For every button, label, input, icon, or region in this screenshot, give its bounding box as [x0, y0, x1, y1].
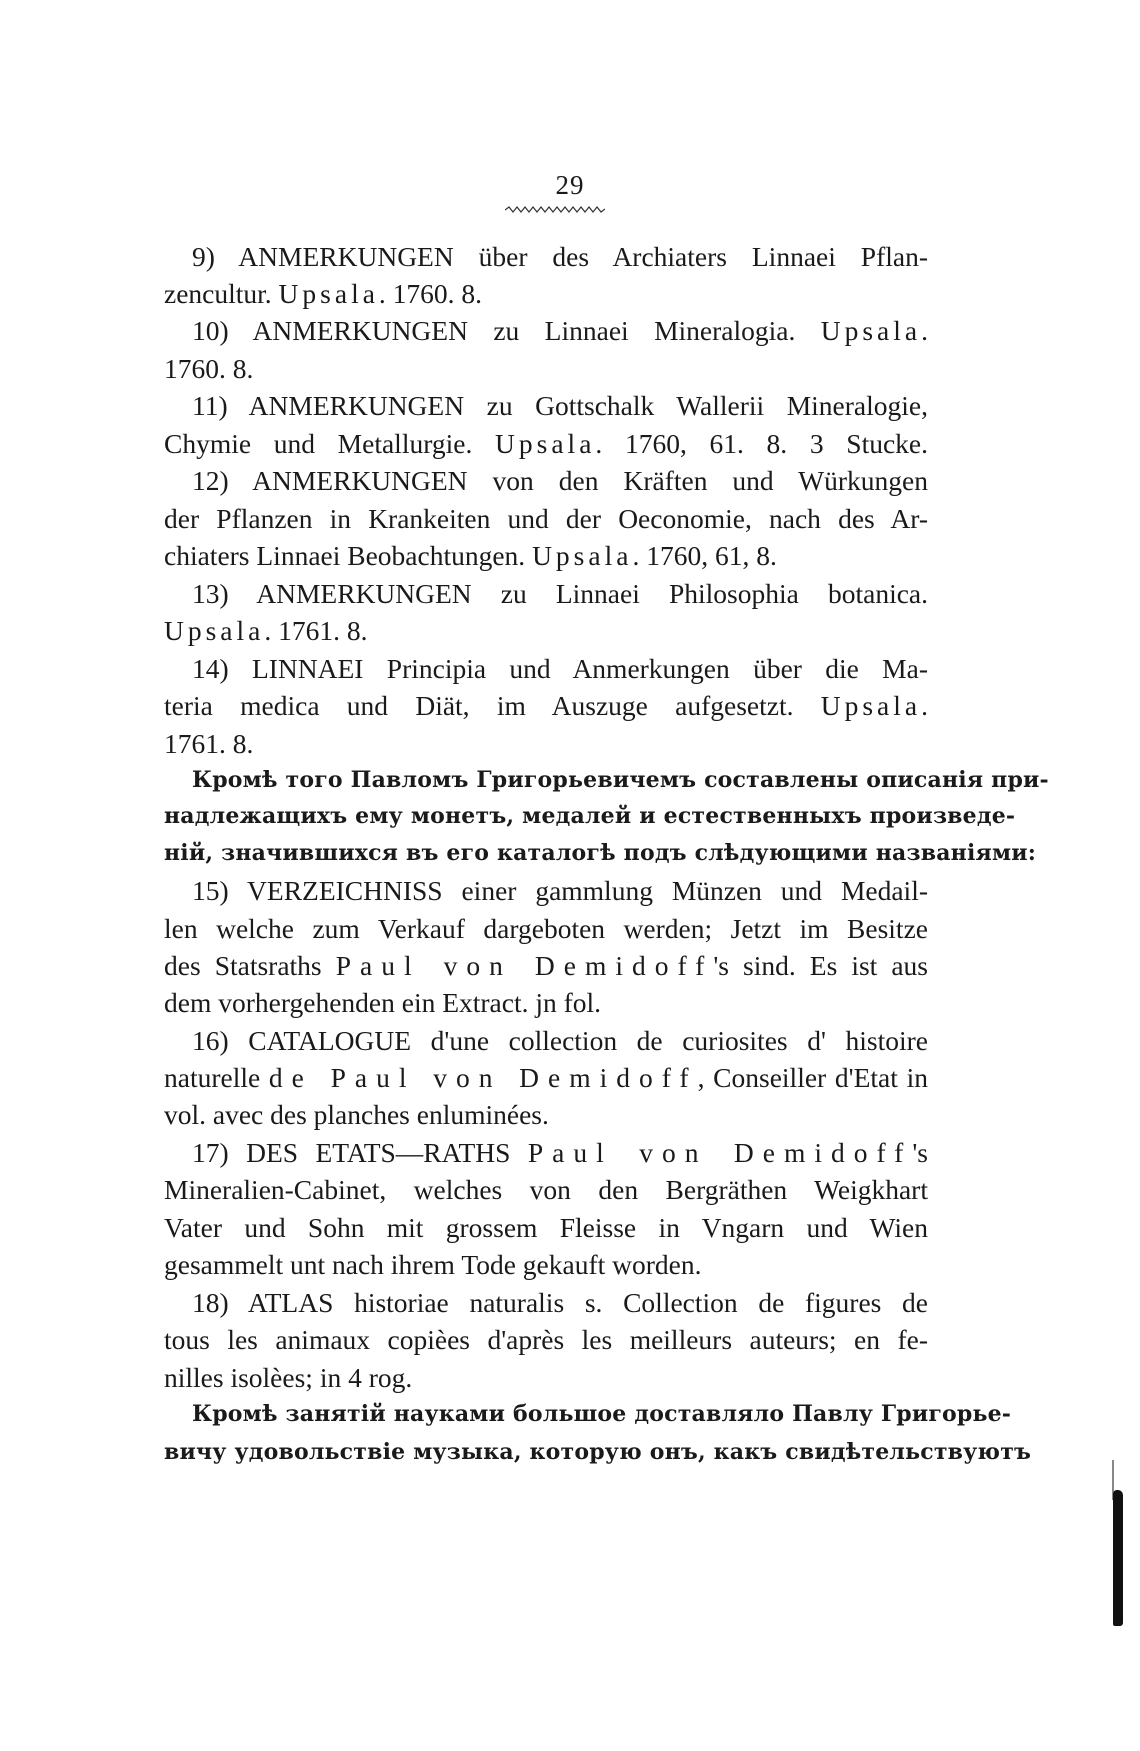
- page-number: 29: [555, 170, 585, 200]
- text-line: tous les animaux copièes d'après les meilleurs auteurs; en fe-: [164, 1324, 928, 1355]
- text-line: ній, значившихся въ его каталогѣ подъ слѣдующими названіями:: [164, 840, 1037, 866]
- text-line: 9) ANMERKUNGEN über des Archiaters Linnaei Pflan-: [192, 241, 928, 272]
- text-line: 11) ANMERKUNGEN zu Gottschalk Wallerii Mineralogie,: [192, 390, 928, 421]
- text-line: надлежащихъ ему монетъ, медалей и естественныхъ произведе-: [164, 803, 1016, 829]
- text-line: der Pflanzen in Krankeiten und der Oeconomie, nach des Ar-: [164, 503, 928, 534]
- text-line: Mineralien-Cabinet, welches von den Bergräthen Weigkhart: [164, 1174, 928, 1205]
- text-line: teria medica und Diät, im Auszuge aufgesetzt. Upsala.: [164, 690, 928, 721]
- text-line: 15) VERZEICHNISS einer gammlung Münzen und Medail-: [192, 875, 928, 906]
- text-line: 18) ATLAS historiae naturalis s. Collection de figures de: [192, 1287, 928, 1318]
- scan-margin-mark: [1113, 1490, 1123, 1626]
- text-line: Vater und Sohn mit grossem Fleisse in Vngarn und Wien: [164, 1212, 928, 1243]
- text-line: 13) ANMERKUNGEN zu Linnaei Philosophia botanica.: [192, 578, 928, 609]
- text-line: 14) LINNAEI Principia und Anmerkungen über die Ma-: [192, 653, 928, 684]
- text-line: 12) ANMERKUNGEN von den Kräften und Würkungen: [192, 465, 928, 496]
- text-line: chiaters Linnaei Beobachtungen. Upsala. 1760, 61, 8.: [164, 540, 777, 571]
- text-line: 1761. 8.: [164, 728, 254, 759]
- text-line: Chymie und Metallurgie. Upsala. 1760, 61. 8. 3 Stucke.: [164, 428, 928, 459]
- text-line: naturelle de Paul von Demidoff, Conseiller d'Etat in: [164, 1062, 929, 1093]
- text-line: zencultur. Upsala. 1760. 8.: [164, 278, 483, 309]
- text-line: 16) CATALOGUE d'une collection de curiosites d' histoire: [192, 1025, 928, 1056]
- text-line: 1760. 8.: [164, 353, 254, 384]
- text-line: 17) DES ETATS—RATHS Paul von Demidoff's: [192, 1137, 929, 1168]
- text-line: Upsala. 1761. 8.: [164, 615, 368, 646]
- text-line: 10) ANMERKUNGEN zu Linnaei Mineralogia. Upsala.: [192, 315, 928, 346]
- text-line: nilles isolèes; in 4 rog.: [164, 1362, 413, 1393]
- text-line: Кромѣ того Павломъ Григорьевичемъ составлены описанія при-: [192, 767, 1049, 793]
- text-line: Кромѣ занятій науками большое доставляло Павлу Григорье-: [192, 1401, 1012, 1427]
- text-line: vol. avec des planches enluminées.: [164, 1099, 549, 1130]
- text-line: des Statsraths Paul von Demidoff's sind. Es ist aus: [164, 950, 928, 981]
- text-line: dem vorhergehenden ein Extract. jn fol.: [164, 987, 602, 1018]
- text-line: вичу удовольствіе музыка, которую онъ, какъ свидѣтельствуютъ: [164, 1439, 1032, 1465]
- text-line: len welche zum Verkauf dargeboten werden; Jetzt im Besitze: [164, 913, 928, 944]
- page-number-ornament: [505, 206, 605, 214]
- text-line: gesammelt unt nach ihrem Tode gekauft worden.: [164, 1249, 702, 1280]
